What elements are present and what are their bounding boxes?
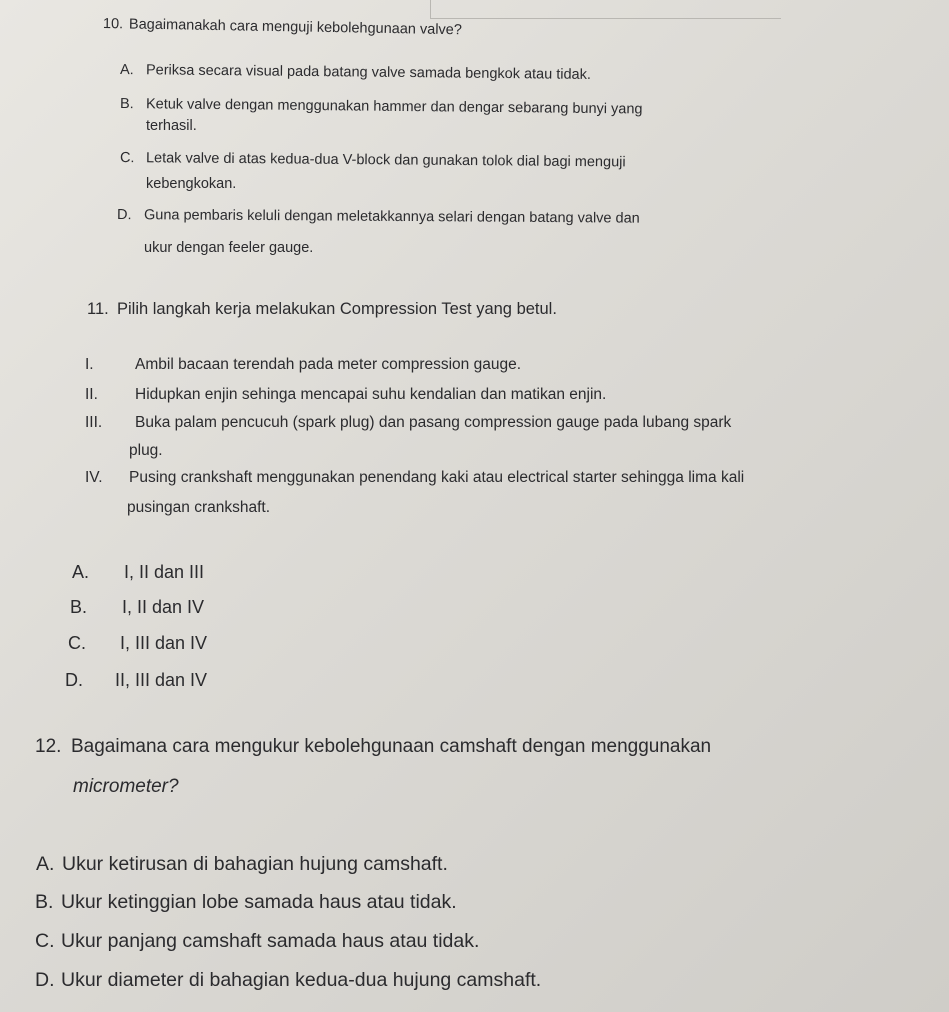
- question-text: Bagaimana cara mengukur kebolehgunaan camshaft dengan menggunakan: [71, 736, 712, 757]
- step-numeral: IV.: [85, 469, 103, 486]
- option-letter: A.: [36, 853, 55, 875]
- option-letter: C.: [68, 633, 86, 653]
- option-letter: D.: [65, 670, 83, 690]
- option-text: Ukur panjang camshaft samada haus atau tidak.: [61, 930, 480, 952]
- question-12: [35, 736, 711, 758]
- paper-edge: [430, 0, 781, 19]
- option-a: [120, 62, 591, 83]
- question-text: Pilih langkah kerja melakukan Compression Test yang betul.: [117, 300, 557, 318]
- option-letter: D.: [116, 207, 132, 224]
- question-12-continuation: micrometer?: [73, 776, 179, 797]
- step-text: Ambil bacaan terendah pada meter compression gauge.: [135, 356, 522, 373]
- question-11: [87, 300, 557, 319]
- option-text: Ukur ketinggian lobe samada haus atau tidak.: [61, 891, 457, 913]
- option-text: I, II dan IV: [122, 597, 205, 617]
- answer-option-c: [68, 633, 207, 654]
- option-letter: C.: [119, 150, 135, 167]
- option-letter: B.: [35, 891, 54, 913]
- option-d-continuation: ukur dengan feeler gauge.: [144, 240, 314, 256]
- step-text: Hidupkan enjin sehinga mencapai suhu kendalian dan matikan enjin.: [135, 386, 607, 403]
- step-iii: [85, 414, 731, 432]
- question-number: 12.: [35, 736, 62, 757]
- option-text: Periksa secara visual pada batang valve samada bengkok atau tidak.: [145, 62, 592, 83]
- camshaft-option-c: [35, 930, 479, 953]
- option-letter: A.: [72, 562, 90, 582]
- option-letter: C.: [35, 930, 55, 952]
- option-text: II, III dan IV: [115, 670, 208, 690]
- step-text: Pusing crankshaft menggunakan penendang kaki atau electrical starter sehingga lima kali: [129, 469, 745, 486]
- question-number: 10.: [102, 16, 124, 33]
- question-10: [103, 16, 462, 38]
- option-text: Ukur ketirusan di bahagian hujung camshaft.: [62, 853, 448, 875]
- step-numeral: II.: [85, 386, 98, 403]
- option-text: I, III dan IV: [120, 633, 208, 653]
- step-text: Buka palam pencucuh (spark plug) dan pasang compression gauge pada lubang spark: [135, 414, 732, 431]
- step-ii: [85, 386, 606, 404]
- option-d: [117, 207, 640, 227]
- option-c-continuation: kebengkokan.: [146, 176, 237, 192]
- step-iii-continuation: plug.: [129, 442, 163, 459]
- camshaft-option-a: [36, 853, 448, 876]
- option-letter: A.: [119, 62, 134, 79]
- option-text: Ketuk valve dengan menggunakan hammer dan dengar sebarang bunyi yang: [145, 96, 643, 118]
- option-c: [120, 150, 626, 170]
- option-letter: B.: [70, 597, 88, 617]
- question-number: 11.: [87, 300, 109, 318]
- answer-option-b: [70, 597, 204, 618]
- option-b: [120, 96, 643, 117]
- step-iv: [85, 469, 744, 487]
- option-letter: D.: [35, 969, 55, 991]
- option-text: Ukur diameter di bahagian kedua-dua hujung camshaft.: [61, 969, 542, 991]
- step-numeral: I.: [85, 356, 94, 373]
- question-text: Bagaimanakah cara menguji kebolehgunaan valve?: [128, 16, 463, 39]
- option-text: Guna pembaris keluli dengan meletakkannya selari dengan batang valve dan: [143, 207, 640, 227]
- option-letter: B.: [119, 96, 134, 113]
- step-iv-continuation: pusingan crankshaft.: [127, 499, 271, 516]
- option-text: Letak valve di atas kedua-dua V-block dan gunakan tolok dial bagi menguji: [145, 150, 626, 171]
- option-text: I, II dan III: [124, 562, 205, 582]
- option-b-continuation: terhasil.: [146, 118, 197, 134]
- step-numeral: III.: [85, 414, 103, 431]
- camshaft-option-b: [35, 891, 457, 914]
- answer-option-a: [72, 562, 204, 583]
- answer-option-d: [65, 670, 207, 691]
- camshaft-option-d: [35, 969, 541, 992]
- step-i: [85, 356, 521, 374]
